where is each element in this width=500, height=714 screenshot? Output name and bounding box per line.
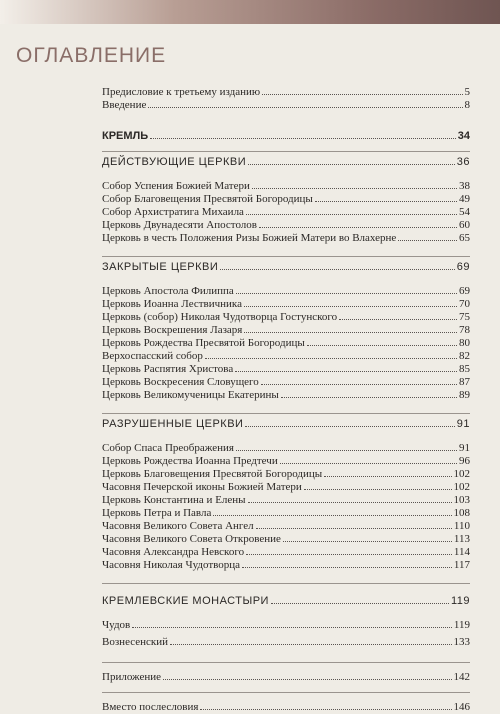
toc-entry[interactable] — [102, 619, 470, 632]
section-page: 36 — [456, 156, 470, 168]
entry-label: Часовня Великого Совета Откровение — [102, 533, 281, 545]
leader-dots — [244, 332, 457, 333]
leader-dots — [170, 644, 451, 645]
leader-dots — [244, 306, 457, 307]
leader-dots — [315, 201, 457, 202]
leader-dots — [324, 476, 451, 477]
leader-dots — [248, 502, 452, 503]
toc-entry[interactable] — [102, 311, 470, 324]
toc-entry[interactable] — [102, 442, 470, 455]
entry-page: 78 — [459, 324, 470, 336]
toc-entry[interactable] — [102, 494, 470, 507]
section-page: 69 — [456, 261, 470, 273]
toc-entry[interactable] — [102, 468, 470, 481]
toc-entry[interactable] — [102, 376, 470, 389]
toc-section-destroyed-churches[interactable] — [102, 418, 470, 431]
leader-dots — [262, 94, 462, 95]
entry-page: 70 — [459, 298, 470, 310]
leader-dots — [256, 528, 452, 529]
leader-dots — [132, 627, 452, 628]
entry-page: 60 — [459, 219, 470, 231]
toc-entry[interactable] — [102, 559, 470, 572]
entry-label: Часовня Печерской иконы Божией Матери — [102, 481, 302, 493]
entry-page: 119 — [453, 619, 470, 631]
entry-label: Церковь Распятия Христова — [102, 363, 234, 375]
toc-entry[interactable] — [102, 285, 470, 298]
toc-entry-kremlin[interactable] — [102, 130, 470, 143]
leader-dots — [235, 371, 457, 372]
leader-dots — [148, 107, 462, 108]
leader-dots — [246, 214, 457, 215]
toc-entry[interactable] — [102, 520, 470, 533]
leader-dots — [339, 319, 457, 320]
entry-label: Церковь Воскрешения Лазаря — [102, 324, 243, 336]
entry-label: КРЕМЛЬ — [102, 130, 149, 142]
entry-label: Церковь Двунадесяти Апостолов — [102, 219, 257, 231]
entry-page: 38 — [459, 180, 470, 192]
entry-label: Верхоспасский собор — [102, 350, 203, 362]
section-label: РАЗРУШЕННЫЕ ЦЕРКВИ — [102, 418, 244, 430]
entry-page: 142 — [453, 671, 470, 683]
entry-page: 114 — [453, 546, 470, 558]
entry-label: Часовня Александра Невского — [102, 546, 245, 558]
section-page: 119 — [450, 595, 470, 607]
entry-page: 8 — [464, 99, 470, 111]
entry-label: Церковь Петра и Павла — [102, 507, 212, 519]
toc-entry[interactable] — [102, 298, 470, 311]
entry-page: 102 — [453, 481, 470, 493]
leader-dots — [271, 603, 449, 604]
toc-entry[interactable] — [102, 232, 470, 245]
toc-entry[interactable] — [102, 324, 470, 337]
toc-entry[interactable] — [102, 363, 470, 376]
toc-entry[interactable] — [102, 389, 470, 402]
entry-page: 87 — [459, 376, 470, 388]
section-label: ЗАКРЫТЫЕ ЦЕРКВИ — [102, 261, 219, 273]
leader-dots — [220, 269, 454, 270]
leader-dots — [242, 567, 452, 568]
entry-page: 75 — [459, 311, 470, 323]
section-label: ДЕЙСТВУЮЩИЕ ЦЕРКВИ — [102, 156, 247, 168]
toc-entry-preface[interactable] — [102, 86, 470, 99]
leader-dots — [205, 358, 457, 359]
entry-page: 108 — [453, 507, 470, 519]
entry-label: Церковь (собор) Николая Чудотворца Гостунского — [102, 311, 338, 323]
leader-dots — [245, 426, 454, 427]
toc-entry[interactable] — [102, 350, 470, 363]
entry-page: 103 — [453, 494, 470, 506]
table-of-contents — [102, 86, 470, 714]
entry-page: 102 — [453, 468, 470, 480]
entry-page: 146 — [453, 701, 470, 713]
entry-label: Часовня Николая Чудотворца — [102, 559, 241, 571]
entry-page: 117 — [453, 559, 470, 571]
leader-dots — [213, 515, 451, 516]
leader-dots — [398, 240, 457, 241]
entry-label: Церковь Воскресения Словущего — [102, 376, 259, 388]
toc-entry-introduction[interactable] — [102, 99, 470, 112]
entry-page: 89 — [459, 389, 470, 401]
leader-dots — [252, 188, 457, 189]
leader-dots — [163, 679, 451, 680]
entry-page: 133 — [453, 636, 470, 648]
leader-dots — [259, 227, 457, 228]
entry-label: Церковь Константина и Елены — [102, 494, 246, 506]
toc-entry[interactable] — [102, 546, 470, 559]
toc-entry[interactable] — [102, 636, 470, 649]
leader-dots — [200, 709, 451, 710]
page-top-band — [0, 0, 500, 24]
toc-entry[interactable] — [102, 507, 470, 520]
entry-page: 85 — [459, 363, 470, 375]
entry-label: Церковь Рождества Пресвятой Богородицы — [102, 337, 305, 349]
toc-entry-afterword[interactable] — [102, 701, 470, 714]
entry-label: Церковь Благовещения Пресвятой Богородицы — [102, 468, 323, 480]
entry-page: 34 — [457, 130, 470, 142]
entry-page: 5 — [464, 86, 470, 98]
entry-page: 65 — [459, 232, 470, 244]
entry-label: Собор Архистратига Михаила — [102, 206, 244, 218]
leader-dots — [307, 345, 457, 346]
section-label: КРЕМЛЕВСКИЕ МОНАСТЫРИ — [102, 595, 269, 607]
entry-page: 49 — [459, 193, 470, 205]
toc-entry[interactable] — [102, 481, 470, 494]
leader-dots — [261, 384, 457, 385]
entry-label: Приложение — [102, 671, 162, 683]
entry-page: 110 — [453, 520, 470, 532]
toc-entry[interactable] — [102, 337, 470, 350]
entry-page: 96 — [459, 455, 470, 467]
entry-label: Церковь Иоанна Лествичника — [102, 298, 242, 310]
entry-label: Церковь Великомученицы Екатерины — [102, 389, 279, 401]
entry-page: 80 — [459, 337, 470, 349]
leader-dots — [304, 489, 452, 490]
toc-entry-appendix[interactable] — [102, 671, 470, 684]
entry-label: Церковь Апостола Филиппа — [102, 285, 234, 297]
toc-entry[interactable] — [102, 533, 470, 546]
entry-label: Часовня Великого Совета Ангел — [102, 520, 254, 532]
leader-dots — [248, 164, 455, 165]
toc-section-closed-churches[interactable] — [102, 261, 470, 274]
section-page: 91 — [456, 418, 470, 430]
leader-dots — [236, 293, 457, 294]
entry-label: Церковь Рождества Иоанна Предтечи — [102, 455, 278, 467]
entry-label: Чудов — [102, 619, 131, 631]
entry-page: 113 — [453, 533, 470, 545]
entry-label: Вознесенский — [102, 636, 169, 648]
leader-dots — [150, 138, 456, 139]
page-title: ОГЛАВЛЕНИЕ — [16, 44, 167, 67]
entry-page: 54 — [459, 206, 470, 218]
entry-page: 91 — [459, 442, 470, 454]
toc-entry[interactable] — [102, 193, 470, 206]
entry-label: Вместо послесловия — [102, 701, 199, 713]
toc-entry[interactable] — [102, 455, 470, 468]
leader-dots — [281, 397, 457, 398]
toc-entry[interactable] — [102, 206, 470, 219]
leader-dots — [280, 463, 457, 464]
toc-section-active-churches[interactable] — [102, 156, 470, 169]
toc-section-kremlin-monasteries[interactable] — [102, 595, 470, 608]
entry-label: Собор Спаса Преображения — [102, 442, 234, 454]
leader-dots — [236, 450, 457, 451]
entry-page: 82 — [459, 350, 470, 362]
toc-entry[interactable] — [102, 219, 470, 232]
entry-label: Введение — [102, 99, 147, 111]
entry-label: Собор Благовещения Пресвятой Богородицы — [102, 193, 313, 205]
entry-label: Церковь в честь Положения Ризы Божией Матери во Влахерне — [102, 232, 397, 244]
toc-entry[interactable] — [102, 180, 470, 193]
entry-label: Собор Успения Божией Матери — [102, 180, 250, 192]
entry-page: 69 — [459, 285, 470, 297]
leader-dots — [246, 554, 452, 555]
entry-label: Предисловие к третьему изданию — [102, 86, 261, 98]
leader-dots — [283, 541, 452, 542]
